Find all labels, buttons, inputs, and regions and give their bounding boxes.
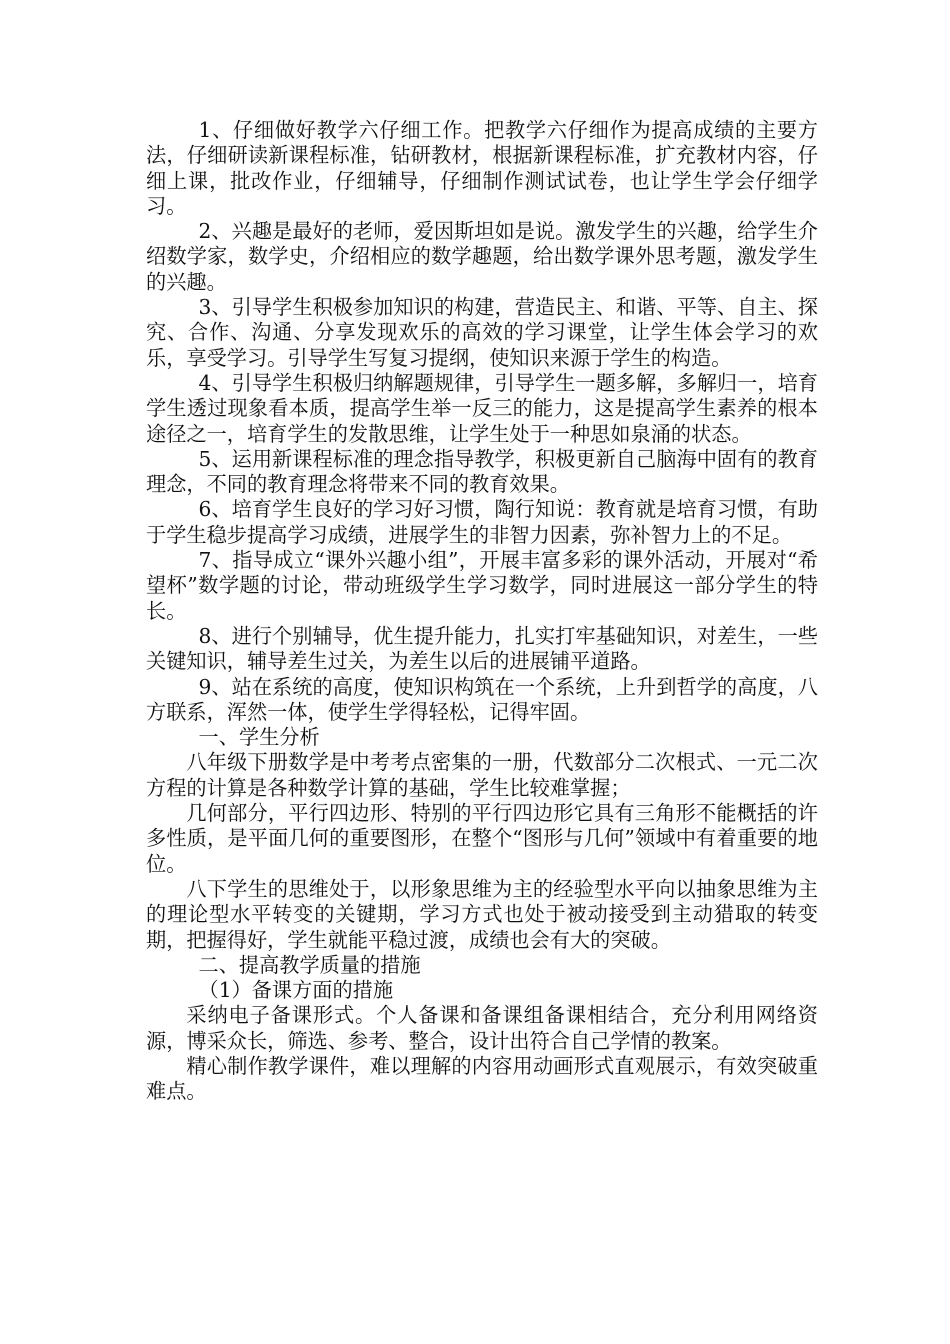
paragraph-electronic-prep: 采纳电子备课形式。个人备课和备课组备课相结合，充分利用网络资源，博采众长，筛选、参考、整合，设计出符合自己学情的教案。: [146, 1003, 818, 1053]
paragraph-courseware: 精心制作教学课件，难以理解的内容用动画形式直观展示，有效突破重难点。: [146, 1053, 818, 1104]
paragraph-item-7: 7、指导成立“课外兴趣小组”，开展丰富多彩的课外活动，开展对“希望杯”数学题的讨论，带动班级学生学习数学，同时进展这一部分学生的特长。: [146, 548, 818, 623]
paragraph-item-5: 5、运用新课程标准的理念指导教学，积极更新自己脑海中固有的教育理念，不同的教育理念将带来不同的教育效果。: [146, 446, 818, 497]
paragraph-geometry: 几何部分，平行四边形、特别的平行四边形它具有三角形不能概括的许多性质，是平面几何的重要图形，在整个“图形与几何”领域中有着重要的地位。: [146, 801, 818, 876]
subsection-heading-lesson-prep: （1）备课方面的措施: [198, 978, 394, 1003]
paragraph-item-8: 8、进行个别辅导，优生提升能力，扎实打牢基础知识，对差生，一些关键知识，辅导差生过关，为差生以后的进展铺平道路。: [146, 623, 818, 674]
paragraph-thinking: 八下学生的思维处于，以形象思维为主的经验型水平向以抽象思维为主的理论型水平转变的关键期，学习方式也处于被动接受到主动猎取的转变期，把握得好，学生就能平稳过渡，成绩也会有大的突破。: [146, 876, 818, 952]
section-heading-student-analysis: 一、学生分析: [198, 725, 320, 750]
section-heading-measures: 二、提高教学质量的措施: [198, 952, 421, 977]
paragraph-item-9: 9、站在系统的高度，使知识构筑在一个系统，上升到哲学的高度，八方联系，浑然一体，使学生学得轻松，记得牢固。: [146, 674, 818, 724]
paragraph-item-2: 2、兴趣是最好的老师，爱因斯坦如是说。激发学生的兴趣，给学生介绍数学家，数学史，介绍相应的数学趣题，给出数学课外思考题，激发学生的兴趣。: [146, 219, 818, 294]
paragraph-item-1: 1、仔细做好教学六仔细工作。把教学六仔细作为提高成绩的主要方法，仔细研读新课程标准，钻研教材，根据新课程标准，扩充教材内容，仔细上课，批改作业，仔细辅导，仔细制作测试试卷，也让学生学会仔细学习。: [146, 118, 818, 218]
paragraph-algebra: 八年级下册数学是中考考点密集的一册，代数部分二次根式、一元二次方程的计算是各种数学计算的基础，学生比较难掌握；: [146, 750, 818, 800]
document-body: [146, 118, 818, 1105]
paragraph-item-4: 4、引导学生积极归纳解题规律，引导学生一题多解，多解归一，培育学生透过现象看本质，提高学生举一反三的能力，这是提高学生素养的根本途径之一，培育学生的发散思维，让学生处于一种思如泉涌的状态。: [146, 370, 818, 446]
paragraph-item-3: 3、引导学生积极参加知识的构建，营造民主、和谐、平等、自主、探究、合作、沟通、分享发现欢乐的高效的学习课堂，让学生体会学习的欢乐，享受学习。引导学生写复习提纲，使知识来源于学生的构造。: [146, 295, 818, 370]
paragraph-item-6: 6、培育学生良好的学习好习惯，陶行知说：教育就是培育习惯，有助于学生稳步提高学习成绩，进展学生的非智力因素，弥补智力上的不足。: [146, 497, 818, 547]
